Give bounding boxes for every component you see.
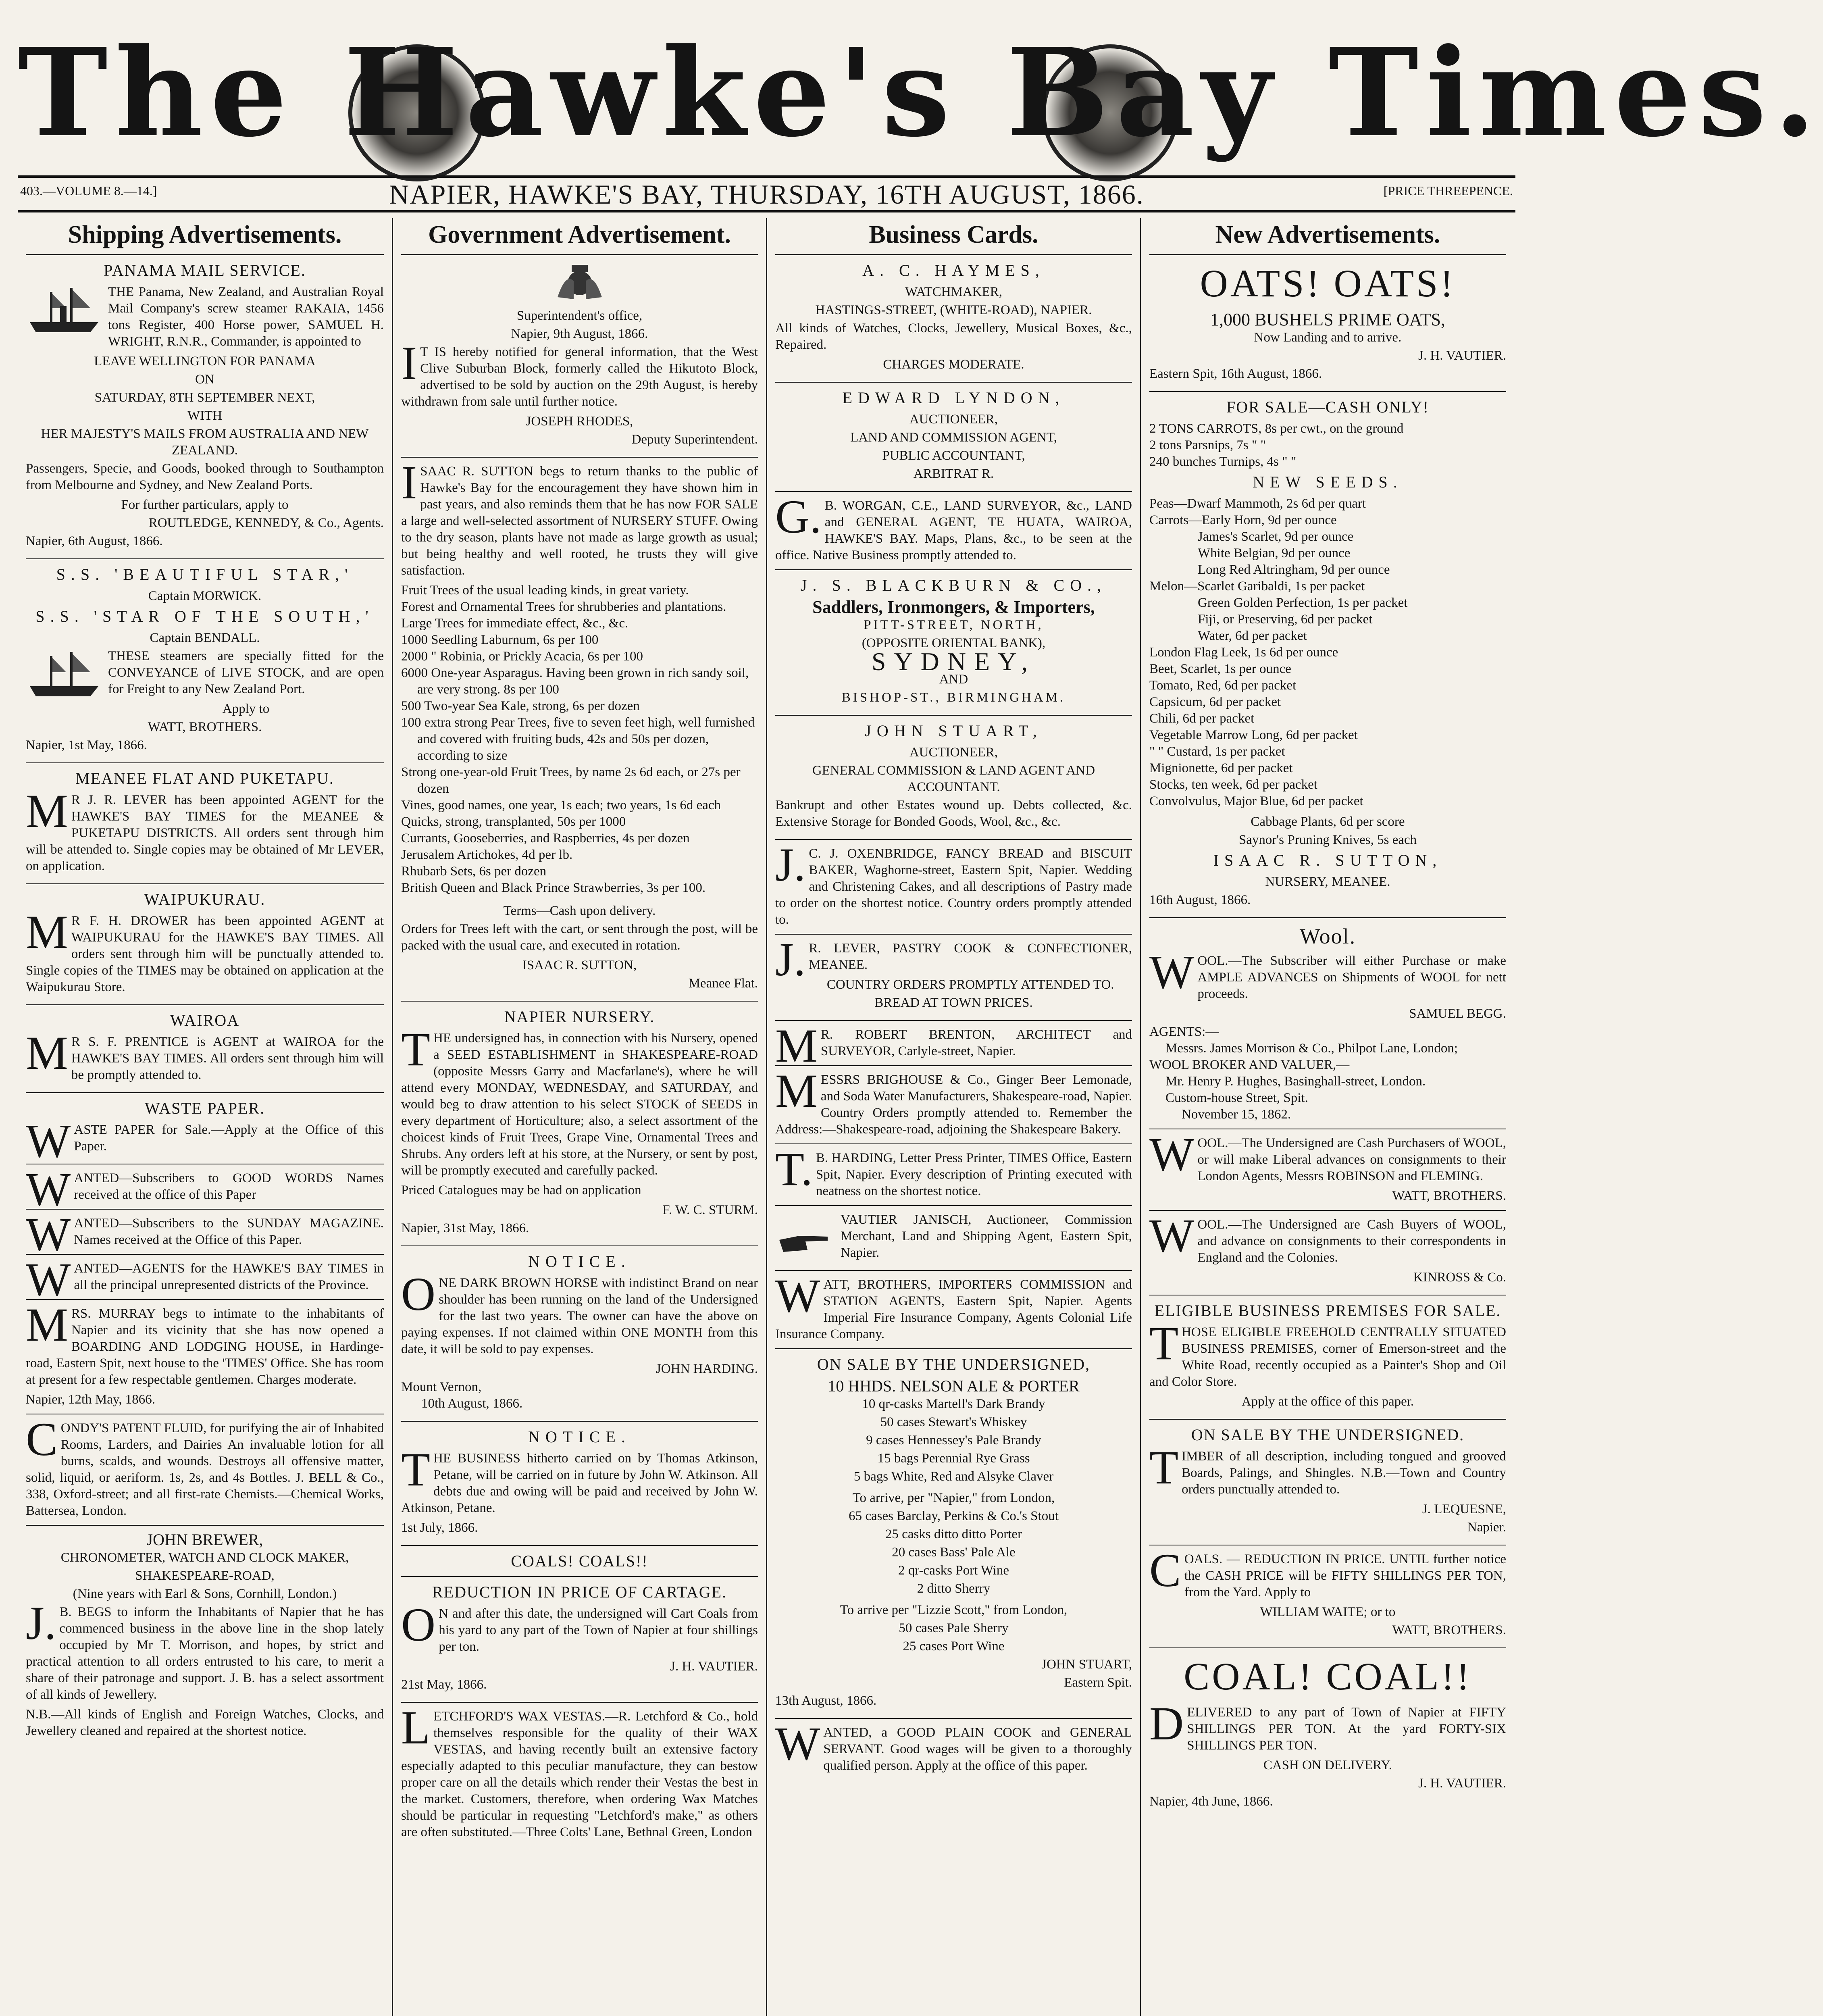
list-item: Currants, Gooseberries, and Raspberries, 4s per dozen [401, 831, 690, 846]
ad-body: MR J. R. LEVER has been appointed AGENT for the HAWKE'S BAY TIMES for the MEANEE & PUKETAPU DISTRICTS. All orders sent through him will be attended to. Single copies may be obtained of Mr LEVER, on application. [26, 785, 384, 873]
ad-line: Captain MORWICK. [148, 589, 262, 603]
list-item: Strong one-year-old Fruit Trees, by name 2s 6d each, or 27s per dozen [401, 765, 741, 796]
ad-title: ELIGIBLE BUSINESS PREMISES FOR SALE. [1154, 1302, 1501, 1320]
list-item: 25 casks ditto ditto Porter [885, 1527, 1022, 1541]
ad-line: CASH ON DELIVERY. [1263, 1758, 1392, 1772]
ad-oats [1149, 261, 1506, 382]
list-item: British Queen and Black Prince Strawberries, 3s per 100. [401, 881, 706, 895]
list-item: Large Trees for immediate effect, &c., &c. [401, 616, 628, 631]
ad-line: HER MAJESTY'S MAILS FROM AUSTRALIA AND NEW ZEALAND. [41, 427, 369, 458]
ad-title: WAIPUKURAU. [144, 890, 266, 908]
ad-body: COALS. — REDUCTION IN PRICE. UNTIL further notice the CASH PRICE will be FIFTY SHILLINGS PER TON, from the Yard. Apply to [1149, 1544, 1506, 1599]
list-item: 100 extra strong Pear Trees, five to seven feet high, well furnished and covered with fruiting buds, 42s and 50s per dozen, according to size [401, 715, 755, 763]
card-line: (OPPOSITE ORIENTAL BANK), [862, 636, 1046, 650]
ad-signature: J. H. VAUTIER. [1418, 348, 1506, 363]
ad-date: Napier, 1st May, 1866. [26, 738, 147, 752]
ad-body: WOOL.—The Undersigned are Cash Buyers of WOOL, and advance on consignments to their correspondents in England and the Colonies. [1149, 1209, 1506, 1265]
ad-letchford: LETCHFORD'S WAX VESTAS.—R. Letchford & Co., hold themselves responsible for the quality of their WAX VESTAS, and having recently built an extensive factory especially adapted to this peculiar manufacture, they can bestow proper care on all the details which render their Vestas the best in the market. Customers, therefore, when ordering Wax Matches should be particular in requesting "Letchford's make," as others are often substituted.—Three Colts' Lane, Bethnal Green, London [401, 1701, 758, 1839]
ad-wool [1149, 924, 1506, 1286]
ad-coals-price [1149, 1544, 1506, 1639]
ad-body: IT IS hereby notified for general information, that the West Clive Suburban Block, formerly called the Hikutoto Block, advertised to be sold by auction on the 29th August, is hereby withdrawn from sale until further notice. [401, 337, 758, 409]
list-item: 1000 Seedling Laburnum, 6s per 100 [401, 633, 599, 647]
ad-line: WOOL BROKER AND VALUER,— [1149, 1058, 1350, 1072]
ad-line: Captain BENDALL. [150, 631, 260, 645]
ad-notice-business [401, 1427, 758, 1536]
card-blackburn [775, 576, 1132, 706]
ad-body: ON and after this date, the undersigned will Cart Coals from his yard to any part of the Town of Napier at four shillings per ton. [401, 1598, 758, 1654]
ad-line: CHRONOMETER, WATCH AND CLOCK MAKER, [60, 1550, 349, 1565]
ad-napier-nursery [401, 1007, 758, 1237]
ad-signature: ISAAC R. SUTTON, [522, 958, 637, 973]
ad-business-premises [1149, 1301, 1506, 1410]
ad-date: Napier, 12th May, 1866. [26, 1392, 155, 1407]
ad-date: Napier, 9th August, 1866. [511, 327, 648, 341]
list-item: Green Golden Perfection, 1s per packet [1198, 596, 1408, 610]
ad-brewer [26, 1531, 384, 1739]
card-line: Saddlers, Ironmongers, & Importers, [812, 597, 1095, 617]
card-name: EDWARD LYNDON, [842, 389, 1065, 407]
column-shipping [18, 218, 392, 2016]
card-stuart [775, 721, 1132, 830]
list-item: Melon—Scarlet Garibaldi, 1s per packet [1149, 579, 1365, 594]
ad-body: Orders for Trees left with the cart, or sent through the post, will be packed with the usual care, and executed in rotation. [401, 922, 758, 953]
ad-body: THE undersigned has, in connection with his Nursery, opened a SEED ESTABLISHMENT in SHAKESPEARE-ROAD (opposite Messrs Garry and Macfarlane's), where he will attend every MONDAY, WEDNESDAY, and SATURDAY, and would beg to draw attention to his select STOCK of SEEDS in every department of Horticulture; also, a select assortment of the choicest kinds of Fruit Trees, Grape Vine, Ornamental Trees and Shrubs. Any orders left at his store, at the Nursery, or sent by post, will be promptly executed and carefully packed. [401, 1023, 758, 1178]
ad-coals-cartage [401, 1552, 758, 1693]
ad-body: THOSE ELIGIBLE FREEHOLD CENTRALLY SITUATED BUSINESS PREMISES, corner of Emerson-street and the White Road, recently occupied as a Painter's Shop and Oil and Color Store. [1149, 1317, 1506, 1389]
ad-signature: JOSEPH RHODES, [526, 414, 633, 429]
ad-body: Priced Catalogues may be had on application [401, 1183, 641, 1198]
ad-date: Napier, 31st May, 1866. [401, 1221, 529, 1235]
column-header: Government Advertisement. [401, 218, 758, 255]
ad-title: COAL! COAL!! [1184, 1655, 1472, 1698]
list-item: Stocks, ten week, 6d per packet [1149, 777, 1317, 792]
ad-signature: WATT, BROTHERS. [1392, 1189, 1506, 1203]
newspaper-title: The Hawke's Bay Times. [18, 21, 1823, 164]
ad-body: WOOL.—The Subscriber will either Purchase or make AMPLE ADVANCES on Shipments of WOOL for nett proceeds. [1149, 946, 1506, 1001]
card-lyndon [775, 388, 1132, 482]
list-item: Fiji, or Preserving, 6d per packet [1198, 612, 1373, 627]
ad-line: Superintendent's office, [516, 308, 643, 323]
ad-subtitle: REDUCTION IN PRICE OF CARTAGE. [432, 1583, 727, 1601]
ad-line: Terms—Cash upon delivery. [503, 904, 656, 918]
column-business-cards [766, 218, 1140, 2016]
ad-line: 10 HHDS. NELSON ALE & PORTER [828, 1377, 1080, 1395]
ad-date: 10th August, 1866. [421, 1396, 523, 1411]
list-item: " " Custard, 1s per packet [1149, 744, 1285, 759]
ad-date: 16th August, 1866. [1149, 893, 1251, 907]
ad-signature: ROUTLEDGE, KENNEDY, & Co., Agents. [148, 516, 384, 530]
card-line: COUNTRY ORDERS PROMPTLY ATTENDED TO. [826, 977, 1114, 992]
ad-line: (Nine years with Earl & Sons, Cornhill, London.) [73, 1587, 337, 1601]
ad-signature: KINROSS & Co. [1413, 1270, 1506, 1285]
steamship-icon [26, 284, 102, 336]
ad-signature: J. H. VAUTIER. [670, 1659, 758, 1674]
ad-timber [1149, 1425, 1506, 1536]
ad-wanted: WANTED—Subscribers to GOOD WORDS Names received at the office of this Paper [26, 1163, 384, 1216]
steamship-icon [26, 648, 102, 700]
ad-line: Meanee Flat. [688, 976, 758, 991]
ad-signature: WATT, BROTHERS. [1392, 1623, 1506, 1637]
list-item: 6000 One-year Asparagus. Having been grown in rich sandy soil, are very strong. 8s per 100 [401, 666, 749, 697]
card-lever [775, 933, 1132, 1011]
list-item: White Belgian, 9d per ounce [1198, 546, 1351, 560]
masthead [18, 16, 1823, 175]
list-item: 10 qr-casks Martell's Dark Brandy [862, 1397, 1045, 1411]
ad-title: WASTE PAPER. [144, 1099, 265, 1117]
columns [18, 218, 1515, 2016]
ad-line: Apply to [222, 702, 270, 716]
ad-line: 1,000 BUSHELS PRIME OATS, [1210, 310, 1446, 329]
ad-line: SATURDAY, 8TH SEPTEMBER NEXT, [94, 390, 315, 405]
list-item: 2 qr-casks Port Wine [898, 1563, 1009, 1578]
ad-line: Cabbage Plants, 6d per score [1251, 814, 1405, 829]
card-body: All kinds of Watches, Clocks, Jewellery, Musical Boxes, &c., Repaired. [775, 321, 1132, 352]
ad-signature: WATT, BROTHERS. [148, 720, 262, 734]
ad-body: DELIVERED to any part of Town of Napier at FIFTY SHILLINGS PER TON. At the yard FORTY-SIX SHILLINGS PER TON. [1149, 1697, 1506, 1753]
card-brighouse: MESSRS BRIGHOUSE & Co., Ginger Beer Lemonade, and Soda Water Manufacturers, Shakespeare-road, Napier. Country Orders promptly attended to. Remember the Address:—Shakespeare-road, adjoining the Shakespeare Bakery. [775, 1064, 1132, 1137]
ad-line: Now Landing and to arrive. [1254, 330, 1402, 345]
list-item: 25 cases Port Wine [903, 1639, 1005, 1654]
list-item: Peas—Dwarf Mammoth, 2s 6d per quart [1149, 496, 1366, 511]
ad-line: NURSERY, MEANEE. [1265, 875, 1390, 889]
card-line: PUBLIC ACCOUNTANT, [882, 448, 1025, 463]
ad-title: MEANEE FLAT AND PUKETAPU. [75, 769, 334, 787]
ad-title: OATS! OATS! [1200, 262, 1456, 305]
list-item: Beet, Scarlet, 1s per ounce [1149, 662, 1291, 676]
ad-subtitle: NEW SEEDS. [1253, 473, 1403, 491]
card-line: BREAD AT TOWN PRICES. [874, 996, 1033, 1010]
ad-wanted: WANTED—Subscribers to the SUNDAY MAGAZINE. Names received at the Office of this Paper. [26, 1208, 384, 1261]
ad-line: Saynor's Pruning Knives, 5s each [1238, 833, 1417, 847]
list-item: Fruit Trees of the usual leading kinds, in great variety. [401, 583, 689, 598]
royal-coat-of-arms-icon [549, 261, 610, 305]
ad-for-sale-cash [1149, 398, 1506, 908]
list-item: Vines, good names, one year, 1s each; two years, 1s 6d each [401, 798, 721, 812]
ad-date: Napier, 6th August, 1866. [26, 534, 163, 548]
ad-title: S.S. 'STAR OF THE SOUTH,' [35, 607, 374, 625]
ad-coal-delivered [1149, 1654, 1506, 1810]
list-item: Rhubarb Sets, 6s per dozen [401, 864, 547, 879]
pointing-hand-icon [775, 1212, 836, 1260]
column-government [392, 218, 766, 2016]
card-line: WATCHMAKER, [905, 285, 1003, 299]
ad-line: Eastern Spit. [1064, 1675, 1132, 1690]
card-name: JOHN STUART, [865, 722, 1043, 740]
ad-wanted: WANTED—AGENTS for the HAWKE'S BAY TIMES in all the principal unrepresented districts of the Province. [26, 1253, 384, 1306]
ad-signature: F. W. C. STURM. [662, 1203, 758, 1217]
card-name: A. C. HAYMES, [862, 261, 1045, 279]
ad-title: Wool. [1299, 924, 1356, 948]
ad-sutton-nursery-stock [401, 456, 758, 992]
ad-title: JOHN BREWER, [146, 1531, 263, 1549]
ad-meanee [26, 769, 384, 875]
list-item: Long Red Altringham, 9d per ounce [1198, 562, 1390, 577]
ad-stuart-on-sale [775, 1355, 1132, 1709]
ad-title: FOR SALE—CASH ONLY! [1226, 398, 1429, 416]
card-line: AUCTIONEER, [909, 745, 998, 760]
ad-line: ON [195, 372, 214, 387]
list-item: 2 tons Parsnips, 7s " " [1149, 438, 1266, 452]
list-item: 50 cases Pale Sherry [899, 1621, 1009, 1635]
card-line: BISHOP-ST., BIRMINGHAM. [841, 690, 1066, 705]
dateline [18, 175, 1515, 212]
list-item: 65 cases Barclay, Perkins & Co.'s Stout [849, 1509, 1059, 1523]
ad-line: LEAVE WELLINGTON FOR PANAMA [94, 354, 316, 369]
ad-panama-mail [26, 261, 384, 550]
volume-number: 403.—VOLUME 8.—14.] [20, 183, 157, 198]
ad-signature: JOHN STUART, [1041, 1657, 1132, 1672]
ad-title: WAIROA [170, 1011, 239, 1029]
list-item: Mignionette, 6d per packet [1149, 761, 1293, 775]
card-brenton: MR. ROBERT BRENTON, ARCHITECT and SURVEYOR, Carlyle-street, Napier. [775, 1019, 1132, 1072]
ad-body: Passengers, Specie, and Goods, booked through to Southampton from Melbourne and Sydney, and New Zealand Ports. [26, 461, 384, 492]
ad-title: ON SALE BY THE UNDERSIGNED. [1191, 1426, 1465, 1444]
list-item: Vegetable Marrow Long, 6d per packet [1149, 728, 1358, 742]
list-item: Chili, 6d per packet [1149, 711, 1255, 726]
ad-signature: J. H. VAUTIER. [1418, 1776, 1506, 1791]
ad-line: Messrs. James Morrison & Co., Philpot Lane, London; [1165, 1041, 1458, 1056]
ad-government [401, 261, 758, 448]
ad-line: SHAKESPEARE-ROAD, [135, 1568, 275, 1583]
card-line: AND [939, 672, 968, 687]
ad-line: Mount Vernon, [401, 1380, 482, 1394]
ad-title: NOTICE. [528, 1428, 631, 1446]
ad-waipukurau [26, 890, 384, 996]
ad-signature: J. LEQUESNE, [1422, 1502, 1506, 1516]
ad-body: MR S. F. PRENTICE is AGENT at WAIROA for the HAWKE'S BAY TIMES. All orders sent through him will be promptly attended to. [26, 1027, 384, 1082]
ad-body: ONE DARK BROWN HORSE with indistinct Brand on near shoulder has been running on the land of the Undersigned for the last two years. The owner can have the above on paying expenses. If not claimed within ONE MONTH from this date, it will be sold to pay expenses. [401, 1268, 758, 1356]
ad-date: Eastern Spit, 16th August, 1866. [1149, 367, 1322, 381]
ad-body: N.B.—All kinds of English and Foreign Watches, Clocks, and Jewellery cleaned and repaired at the shortest notice. [26, 1707, 384, 1738]
ad-body: THE Panama, New Zealand, and Australian Royal Mail Company's screw steamer RAKAIA, 1456 tons Register, 400 Horse power, SAMUEL H. WRIGHT, R.N.R., Commander, is appointed to [108, 285, 384, 349]
list-item: 5 bags White, Red and Alsyke Claver [853, 1469, 1054, 1484]
ad-title: COALS! COALS!! [511, 1552, 648, 1570]
card-line: PITT-STREET, NORTH, [864, 618, 1044, 632]
card-line: LAND AND COMMISSION AGENT, [850, 430, 1057, 445]
ad-line: To arrive, per "Napier," from London, [852, 1491, 1055, 1505]
list-item: Quicks, strong, transplanted, 50s per 1000 [401, 814, 626, 829]
ad-date: Napier, 4th June, 1866. [1149, 1794, 1273, 1809]
card-line: GENERAL COMMISSION & LAND AGENT AND ACCOUNTANT. [812, 763, 1095, 794]
list-item: James's Scarlet, 9d per ounce [1198, 529, 1354, 544]
ad-steamers [26, 565, 384, 754]
card-body: J.R. LEVER, PASTRY COOK & CONFECTIONER, MEANEE. [775, 933, 1132, 986]
card-watt: WATT, BROTHERS, IMPORTERS COMMISSION and STATION AGENTS, Eastern Spit, Napier. Agents Imperial Fire Insurance Company, Agents Colonial Life Insurance Company. [775, 1269, 1132, 1341]
card-oxenbridge: J.C. J. OXENBRIDGE, FANCY BREAD and BISCUIT BAKER, Waghorne-street, Eastern Spit, Napier. Wedding and Christening Cakes, and all descriptions of Pastry made to order on the shortest notice. Country orders promptly attended to. [775, 838, 1132, 927]
list-item: 2 ditto Sherry [917, 1581, 991, 1596]
ad-date: 21st May, 1866. [401, 1677, 487, 1692]
list-item: London Flag Leek, 1s 6d per ounce [1149, 645, 1338, 660]
list-item: 2 TONS CARROTS, 8s per cwt., on the ground [1149, 421, 1404, 436]
ad-title: PANAMA MAIL SERVICE. [104, 261, 306, 279]
card-line: AUCTIONEER, [909, 412, 998, 427]
column-header: New Advertisements. [1149, 218, 1506, 255]
list-item: 50 cases Stewart's Whiskey [880, 1415, 1027, 1429]
ad-line: To arrive per "Lizzie Scott," from London, [840, 1603, 1068, 1617]
ad-body: J.B. BEGS to inform the Inhabitants of Napier that he has commenced business in the above line in the shop lately occupied by Mr T. Morrison, and hopes, by strict and practical attention to all orders entrusted to his care, to merit a share of their patronage and support. J. B. has a select assortment of all kinds of Jewellery. [26, 1597, 384, 1702]
list-item: Capsicum, 6d per packet [1149, 695, 1281, 709]
price: [PRICE THREEPENCE. [1383, 183, 1513, 198]
list-item: 20 cases Bass' Pale Ale [892, 1545, 1016, 1560]
card-body: VAUTIER JANISCH, Auctioneer, Commission Merchant, Land and Shipping Agent, Eastern Spit, Napier. [841, 1212, 1132, 1260]
ad-title: NAPIER NURSERY. [504, 1008, 655, 1026]
ad-body: WASTE PAPER for Sale.—Apply at the Office of this Paper. [26, 1114, 384, 1167]
ad-line: Deputy Superintendent. [631, 432, 758, 447]
ad-body: THESE steamers are specially fitted for the CONVEYANCE of LIVE STOCK, and are open for Freight to any New Zealand Port. [108, 649, 384, 696]
list-item: 2000 " Robinia, or Prickly Acacia, 6s per 100 [401, 649, 643, 664]
ad-line: For further particulars, apply to [121, 498, 289, 512]
list-item: Jerusalem Artichokes, 4d per lb. [401, 848, 573, 862]
list-item: Convolvulus, Major Blue, 6d per packet [1149, 794, 1363, 808]
ad-title: ON SALE BY THE UNDERSIGNED, [817, 1355, 1090, 1373]
ad-murray: MRS. MURRAY begs to intimate to the inhabitants of Napier and its vicinity that she has now opened a BOARDING AND LODGING HOUSE, in Hardinge-road, Eastern Spit, next house to the 'TIMES' Office. She has room at present for a few respectable gentlemen. Charges moderate. [26, 1298, 384, 1387]
ad-date: 13th August, 1866. [775, 1693, 877, 1708]
card-worgan: G.B. WORGAN, C.E., LAND SURVEYOR, &c., LAND and GENERAL AGENT, TE HUATA, WAIROA, HAWKE'S BAY. Maps, Plans, &c., to be seen at the office. Native Business promptly attended to. [775, 490, 1132, 562]
ad-body: THE BUSINESS hitherto carried on by Thomas Atkinson, Petane, will be carried on in future by John W. Atkinson. All debts due and owing will be paid and received by John W. Atkinson, Petane. [401, 1443, 758, 1515]
ad-signature: ISAAC R. SUTTON, [1213, 851, 1442, 869]
ad-wanted-cook: WANTED, a GOOD PLAIN COOK and GENERAL SERVANT. Good wages will be given to a thoroughly qualified person. Apply at the office of this paper. [775, 1717, 1132, 1773]
ad-notice-horse [401, 1252, 758, 1412]
list-item: 9 cases Hennessey's Pale Brandy [866, 1433, 1041, 1447]
ad-body: TIMBER of all description, including tongued and grooved Boards, Palings, and Shingles. N.B.—Town and Country orders punctually attended to. [1149, 1441, 1506, 1497]
column-header: Business Cards. [775, 218, 1132, 255]
ad-signature: WILLIAM WAITE; or to [1260, 1605, 1396, 1619]
list-item: 15 bags Perennial Rye Grass [877, 1451, 1030, 1466]
ad-line: AGENTS:— [1149, 1025, 1219, 1039]
column-new-advertisements [1140, 218, 1514, 2016]
ad-body: WOOL.—The Undersigned are Cash Purchasers of WOOL, or will make Liberal advances on consignments to their London Agents, Messrs ROBINSON and FLEMING. [1149, 1128, 1506, 1183]
list-item: 500 Two-year Sea Kale, strong, 6s per dozen [401, 699, 640, 713]
ad-waste-paper [26, 1099, 384, 1167]
list-item: Water, 6d per packet [1198, 629, 1307, 643]
ad-wairoa [26, 1011, 384, 1083]
ad-line: Custom-house Street, Spit. [1165, 1091, 1308, 1105]
list-item: 240 bunches Turnips, 4s " " [1149, 454, 1296, 469]
card-line: HASTINGS-STREET, (WHITE-ROAD), NAPIER. [815, 303, 1092, 317]
card-line: ARBITRAT R. [913, 467, 994, 481]
ad-line: WITH [187, 408, 223, 423]
ad-signature: JOHN HARDING. [656, 1362, 758, 1376]
card-haymes [775, 261, 1132, 373]
ad-date: 1st July, 1866. [401, 1520, 478, 1535]
ad-line: Napier. [1467, 1520, 1506, 1535]
list-item: Forest and Ornamental Trees for shrubberies and plantations. [401, 600, 726, 614]
card-body: Bankrupt and other Estates wound up. Debts collected, &c. Extensive Storage for Bonded Goods, Wool, &c., &c. [775, 798, 1132, 829]
ad-date: November 15, 1862. [1182, 1107, 1291, 1122]
ad-line: Apply at the office of this paper. [1241, 1394, 1414, 1409]
ad-line: Mr. Henry P. Hughes, Basinghall-street, London. [1165, 1074, 1426, 1089]
list-item: Carrots—Early Horn, 9d per ounce [1149, 513, 1337, 527]
list-item: Tomato, Red, 6d per packet [1149, 678, 1296, 693]
card-janisch [775, 1212, 1132, 1261]
card-name: J. S. BLACKBURN & CO., [800, 576, 1107, 594]
column-header: Shipping Advertisements. [26, 218, 384, 255]
card-harding: T.B. HARDING, Letter Press Printer, TIMES Office, Eastern Spit, Napier. Every description of Printing executed with neatness on the shortest notice. [775, 1143, 1132, 1198]
ad-title: S.S. 'BEAUTIFUL STAR,' [56, 565, 354, 583]
card-line: SYDNEY, [871, 647, 1036, 676]
ad-body: ISAAC R. SUTTON begs to return thanks to the public of Hawke's Bay for the encouragement they have shown him in past years, and also reminds them that he has now FOR SALE a large and well-selected assortment of NURSERY STUFF. Owing to the dry season, plants have not made as large growth as usual; but being healthy and well rooted, he trusts they will give satisfaction. [401, 456, 758, 578]
place-date: NAPIER, HAWKE'S BAY, THURSDAY, 16TH AUGUST, 1866. [389, 179, 1144, 210]
ad-body: MR F. H. DROWER has been appointed AGENT at WAIPUKURAU for the HAWKE'S BAY TIMES. All orders sent through him will be punctually attended to. Single copies of the TIMES may be obtained on application at the Waipukurau Store. [26, 906, 384, 994]
ad-condy: CONDY'S PATENT FLUID, for purifying the air of Inhabited Rooms, Larders, and Dairies An invaluable lotion for all burns, scalds, and wounds. Destroys all offensive matter, solid, liquid, or aeriform. 1s, 2s, and 4s Bottles. J. BELL & Co., 338, Oxford-street; and all first-rate Chemists.—Chemical Works, Battersea, London. [26, 1413, 384, 1518]
card-line: CHARGES MODERATE. [883, 357, 1024, 372]
ad-title: NOTICE. [528, 1252, 631, 1270]
ad-signature: SAMUEL BEGG. [1409, 1006, 1506, 1021]
